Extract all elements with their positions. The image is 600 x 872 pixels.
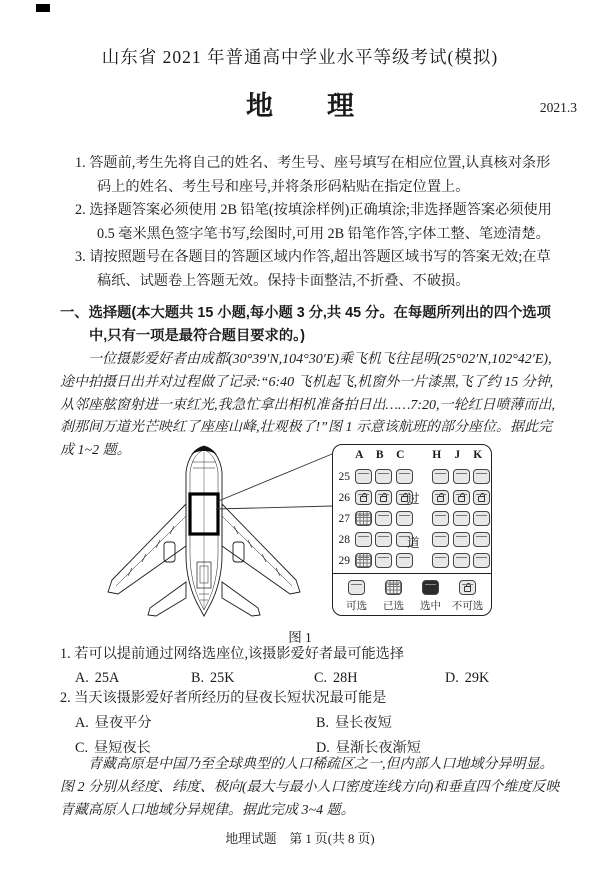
column-letter: K (473, 449, 483, 461)
seat-av (396, 511, 413, 526)
aisle-label: 道 (407, 536, 420, 550)
print-registration-mark (36, 4, 50, 12)
option-label: A. (75, 715, 89, 731)
instruction-item (60, 246, 563, 293)
padlock-icon (437, 496, 444, 502)
legend-divider (333, 573, 491, 574)
instruction-number: 3. (75, 249, 86, 266)
exam-date: 2021.3 (539, 100, 577, 115)
instruction-item (60, 199, 563, 246)
option-label: A. (75, 670, 89, 686)
seat-rows (333, 466, 491, 571)
seat-row-number: 28 (338, 533, 350, 546)
legend-item (412, 580, 449, 613)
section-heading: 一、选择题(本大题共 15 小题,每小题 3 分,共 45 分。在每题所列出的四个选项中,只有一项是最符合题目要求的。) (60, 305, 551, 344)
question-number: 2. (60, 690, 71, 706)
options-grid (60, 712, 563, 759)
option-label: C. (314, 670, 328, 686)
seat-row (333, 550, 491, 571)
subject-title: 地 理 (246, 91, 354, 121)
instruction-number: 1. (75, 155, 86, 171)
question-stem (60, 687, 563, 709)
seat-av (355, 469, 372, 484)
option-label: D. (316, 740, 330, 756)
option-a (75, 667, 191, 689)
seat-row-number: 26 (338, 491, 350, 504)
seat-av (453, 553, 470, 568)
instruction-item (60, 152, 563, 199)
question-stem-text: 当天该摄影爱好者所经历的昼夜长短状况最可能是 (74, 690, 387, 706)
figure-caption: 图 1 (288, 630, 312, 645)
option-label: D. (445, 670, 459, 686)
question-stem (60, 643, 563, 665)
seat-av (375, 469, 392, 484)
figure-1 (98, 442, 500, 622)
instructions-list (60, 152, 563, 294)
seat-av (473, 511, 490, 526)
option-b (191, 667, 314, 689)
option-text: 25A (94, 670, 120, 686)
seat-av (473, 553, 490, 568)
seat-av (375, 532, 392, 547)
padlock-icon (360, 496, 367, 502)
column-letter: H (432, 449, 442, 461)
question-number: 1. (60, 646, 71, 662)
seat-av (396, 553, 413, 568)
reading-passage-1: 一位摄影爱好者由成都(30°39′N,104°30′E)乘飞机飞往昆明(25°02′N,102°42′E),途中拍摄日出并对过程做了记录:“6:40 飞机起飞,机窗外一片漆黑,飞了约 15 分钟,从邻座舷窗射进一束红光,我急忙拿出相机准备拍日出……7:20,一轮红日喷薄而出,刹那间万道光芒映红了座座山峰,壮观极了!”图 1 示意该航班的部分座位。据此完成 1~2 题。 (60, 352, 556, 459)
aisle-label: 过 (407, 492, 420, 506)
seat-lock (355, 490, 372, 505)
option-b (316, 712, 392, 734)
seat-av (473, 469, 490, 484)
seat-lock (375, 490, 392, 505)
seat-sel (422, 580, 439, 595)
column-letter: A (355, 449, 364, 461)
option-c (314, 667, 445, 689)
option-text: 28H (333, 670, 358, 686)
seat-av (375, 511, 392, 526)
padlock-icon (464, 586, 471, 592)
seat-row-number: 29 (338, 554, 350, 567)
seat-lock (473, 490, 490, 505)
seat-row-number: 25 (338, 470, 350, 483)
seat-lock (432, 490, 449, 505)
option-label: B. (191, 670, 205, 686)
option-text: 昼夜平分 (94, 715, 152, 731)
padlock-icon (458, 496, 465, 502)
legend-label: 选中 (420, 601, 441, 612)
seat-taken (385, 580, 402, 595)
seat-av (453, 511, 470, 526)
seat-av (375, 553, 392, 568)
column-letter: J (454, 449, 461, 461)
seat-av (432, 553, 449, 568)
aisle-gap (411, 449, 427, 461)
legend-item (338, 580, 375, 613)
column-letter: C (396, 449, 405, 461)
footer-page-number: 地理试题 第 1 页(共 8 页) (225, 832, 375, 846)
option-text: 25K (210, 670, 235, 686)
seat-av (453, 469, 470, 484)
seat-taken (355, 553, 372, 568)
question-1 (60, 643, 563, 689)
seat-map (332, 444, 492, 616)
airplane-top-view-icon (104, 444, 304, 620)
option-label: C. (75, 740, 89, 756)
seat-row (333, 508, 491, 529)
seat-av (348, 580, 365, 595)
question-stem-text: 若可以提前通过网络选座位,该摄影爱好者最可能选择 (74, 646, 405, 662)
legend-label: 已选 (383, 601, 404, 612)
seat-lock (459, 580, 476, 595)
instruction-text: 选择题答案必须使用 2B 铅笔(按填涂样例)正确填涂;非选择题答案必须使用 0.5 毫米黑色签字笔书写,绘图时,可用 2B 铅笔作答,字体工整、笔迹清楚。 (89, 202, 552, 242)
option-text: 昼短夜长 (94, 740, 151, 756)
seat-av (396, 469, 413, 484)
question-2 (60, 687, 563, 759)
seat-lock (453, 490, 470, 505)
option-d (445, 667, 489, 689)
seat-av (432, 511, 449, 526)
seat-av (432, 532, 449, 547)
option-a (75, 712, 316, 734)
column-letter: B (375, 449, 384, 461)
legend-item (375, 580, 412, 613)
seat-av (432, 469, 449, 484)
instruction-text: 请按照题号在各题目的答题区域内作答,超出答题区域书写的答案无效;在草稿纸、试题卷上答题无效。保持卡面整洁,不折叠、不破损。 (89, 249, 551, 289)
seat-row-number: 27 (338, 512, 350, 525)
option-text: 昼渐长夜渐短 (335, 740, 421, 756)
padlock-icon (478, 496, 485, 502)
seat-row (333, 466, 491, 487)
option-label: B. (316, 715, 330, 731)
seat-av (453, 532, 470, 547)
options-row (75, 712, 563, 734)
seat-av (473, 532, 490, 547)
legend-label: 可选 (346, 601, 367, 612)
legend-label: 不可选 (451, 601, 484, 612)
option-text: 29K (464, 670, 490, 686)
option-text: 昼长夜短 (335, 715, 392, 731)
seat-av (355, 532, 372, 547)
seat-taken (355, 511, 372, 526)
seat-map-column-header (349, 449, 488, 461)
seat-legend (338, 580, 486, 613)
exam-title: 山东省 2021 年普通高中学业水平等级考试(模拟) (101, 47, 499, 67)
instruction-number: 2. (75, 202, 86, 219)
padlock-icon (380, 496, 387, 502)
options-row (60, 667, 563, 689)
legend-item (449, 580, 486, 613)
reading-passage-2: 青藏高原是中国乃至全球典型的人口稀疏区之一,但内部人口地域分异明显。图 2 分别从经度、纬度、极向(最大与最小人口密度连线方向)和垂直四个维度反映青藏高原人口地域分异规律。据此完成 3~4 题。 (60, 757, 560, 818)
instruction-text: 答题前,考生先将自己的姓名、考生号、座号填写在相应位置,认真核对条形码上的姓名、考生号和座号,并将条形码粘贴在指定位置上。 (89, 155, 551, 195)
